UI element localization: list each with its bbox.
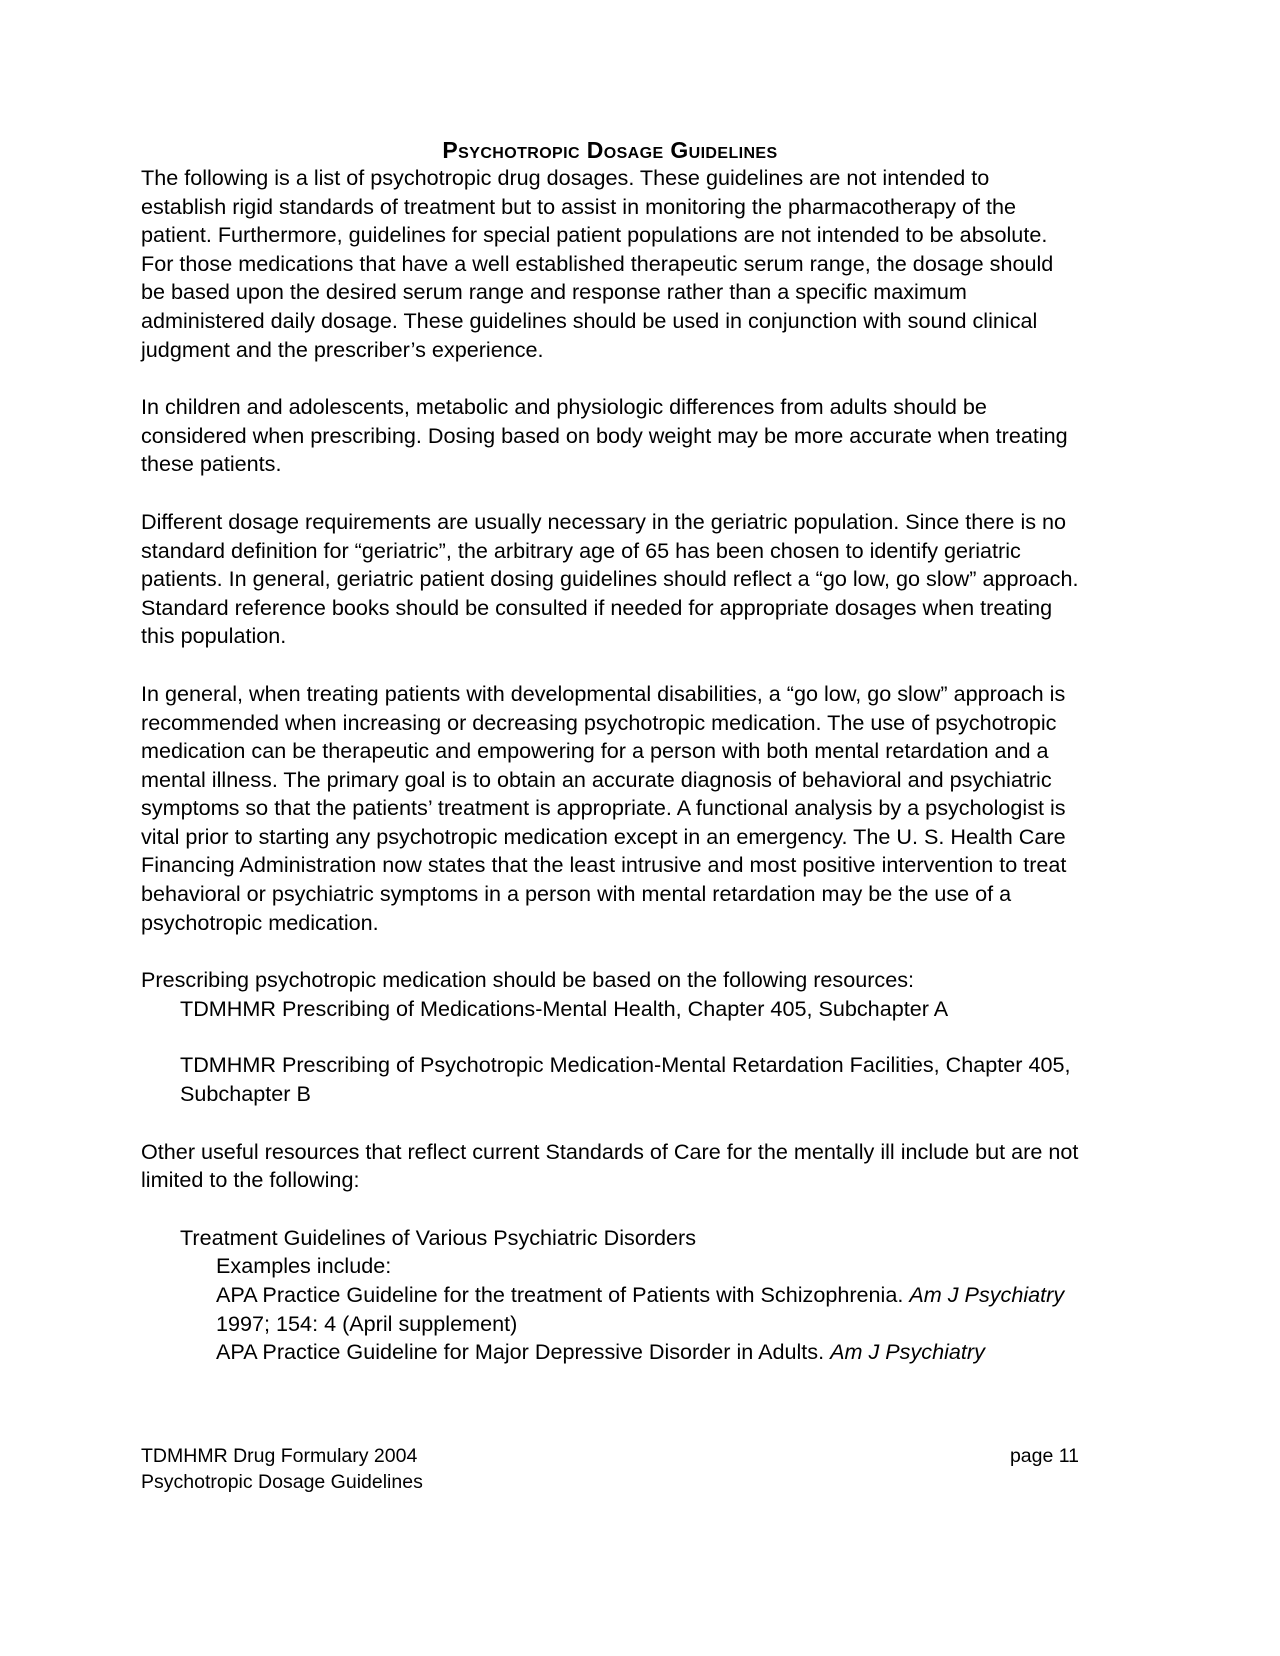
paragraph-children-adolescents: In children and adolescents, metabolic and physiologic differences from adults should be considered when prescribing. Dosing based on body weight may be more accurate when treating these patients. [141,394,1068,477]
paragraph-spacer [141,1109,1079,1138]
page-content [141,0,1079,1367]
citation-schizophrenia [141,1281,1079,1338]
citation-major-depressive-disorder [141,1338,1079,1367]
page-footer [141,1443,1079,1495]
citation-mdd-text: APA Practice Guideline for Major Depressive Disorder in Adults. [216,1339,831,1365]
resource-item-2: TDMHMR Prescribing of Psychotropic Medication-Mental Retardation Facilities, Chapter 405, Subchapter B [180,1052,1071,1107]
paragraph-geriatric: Different dosage requirements are usually necessary in the geriatric population. Since there is no standard definition for “geriatric”, the arbitrary age of 65 has been chosen to identify geriatric patients. In general, geriatric patient dosing guidelines should reflect a “go low, go slow” approach. Standard reference books should be consulted if needed for appropriate dosages when treating this population. [141,508,1079,649]
footer-page-number: page 11 [1009,1445,1079,1467]
citation-schizophrenia-journal: Am J Psychiatry [909,1282,1065,1307]
title-rest-1: sychotropic [458,137,580,163]
paragraph-other-resources: Other useful resources that reflect current Standards of Care for the mentally ill include but are not limited to the following: [141,1138,1079,1193]
paragraph-spacer [141,1195,1079,1224]
citation-mdd-journal: Am J Psychiatry [830,1339,985,1365]
paragraph-spacer [141,1023,1079,1051]
citation-schizophrenia-text: APA Practice Guideline for the treatment of Patients with Schizophrenia. [216,1282,910,1307]
paragraph-spacer [141,479,1079,508]
paragraph-spacer [141,364,1079,393]
paragraph-spacer [141,937,1079,966]
citation-schizophrenia-volume: 1997; 154: 4 (April supplement) [216,1310,518,1336]
title-rest-2: osage [603,137,664,163]
paragraph-resources-intro: Prescribing psychotropic medication should be based on the following resources: [141,967,915,993]
title-initial-1: P [442,137,459,163]
examples-label: Examples include: [216,1253,392,1279]
paragraph-intro: The following is a list of psychotropic drug dosages. These guidelines are not intended to establish rigid standards of treatment but to assist in monitoring the pharmacotherapy of the patient. Furthermore, guidelines for special patient populations are not intended to be absolute. For those medications that have a well established therapeutic serum range, the dosage should be based upon the desired serum range and response rather than a specific maximum administered daily dosage. These guidelines should be used in conjunction with sound clinical judgment and the prescriber’s experience. [141,165,1054,362]
paragraph-spacer [141,651,1079,680]
title-initial-3: G [670,137,689,163]
treatment-guidelines-heading: Treatment Guidelines of Various Psychiatric Disorders [180,1224,697,1250]
page-title [141,0,1079,164]
paragraph-developmental-disabilities: In general, when treating patients with developmental disabilities, a “go low, go slow” approach is recommended when increasing or decreasing psychotropic medication. The use of psychotropic medication can be therapeutic and empowering for a person with both mental retardation and a mental illness. The primary goal is to obtain an accurate diagnosis of behavioral and psychiatric symptoms so that the patients’ treatment is appropriate. A functional analysis by a psychologist is vital prior to starting any psychotropic medication except in an emergency. The U. S. Health Care Financing Administration now states that the least intrusive and most positive intervention to treat behavioral or psychiatric symptoms in a person with mental retardation may be the use of a psychotropic medication. [141,680,1067,935]
footer-section-title: Psychotropic Dosage Guidelines [141,1471,423,1493]
resource-item-1: TDMHMR Prescribing of Medications-Mental Health, Chapter 405, Subchapter A [180,995,949,1021]
title-initial-2: D [586,137,604,163]
footer-left [141,1443,423,1495]
title-rest-3: uidelines [688,137,778,163]
footer-document-title: TDMHMR Drug Formulary 2004 [141,1445,418,1467]
